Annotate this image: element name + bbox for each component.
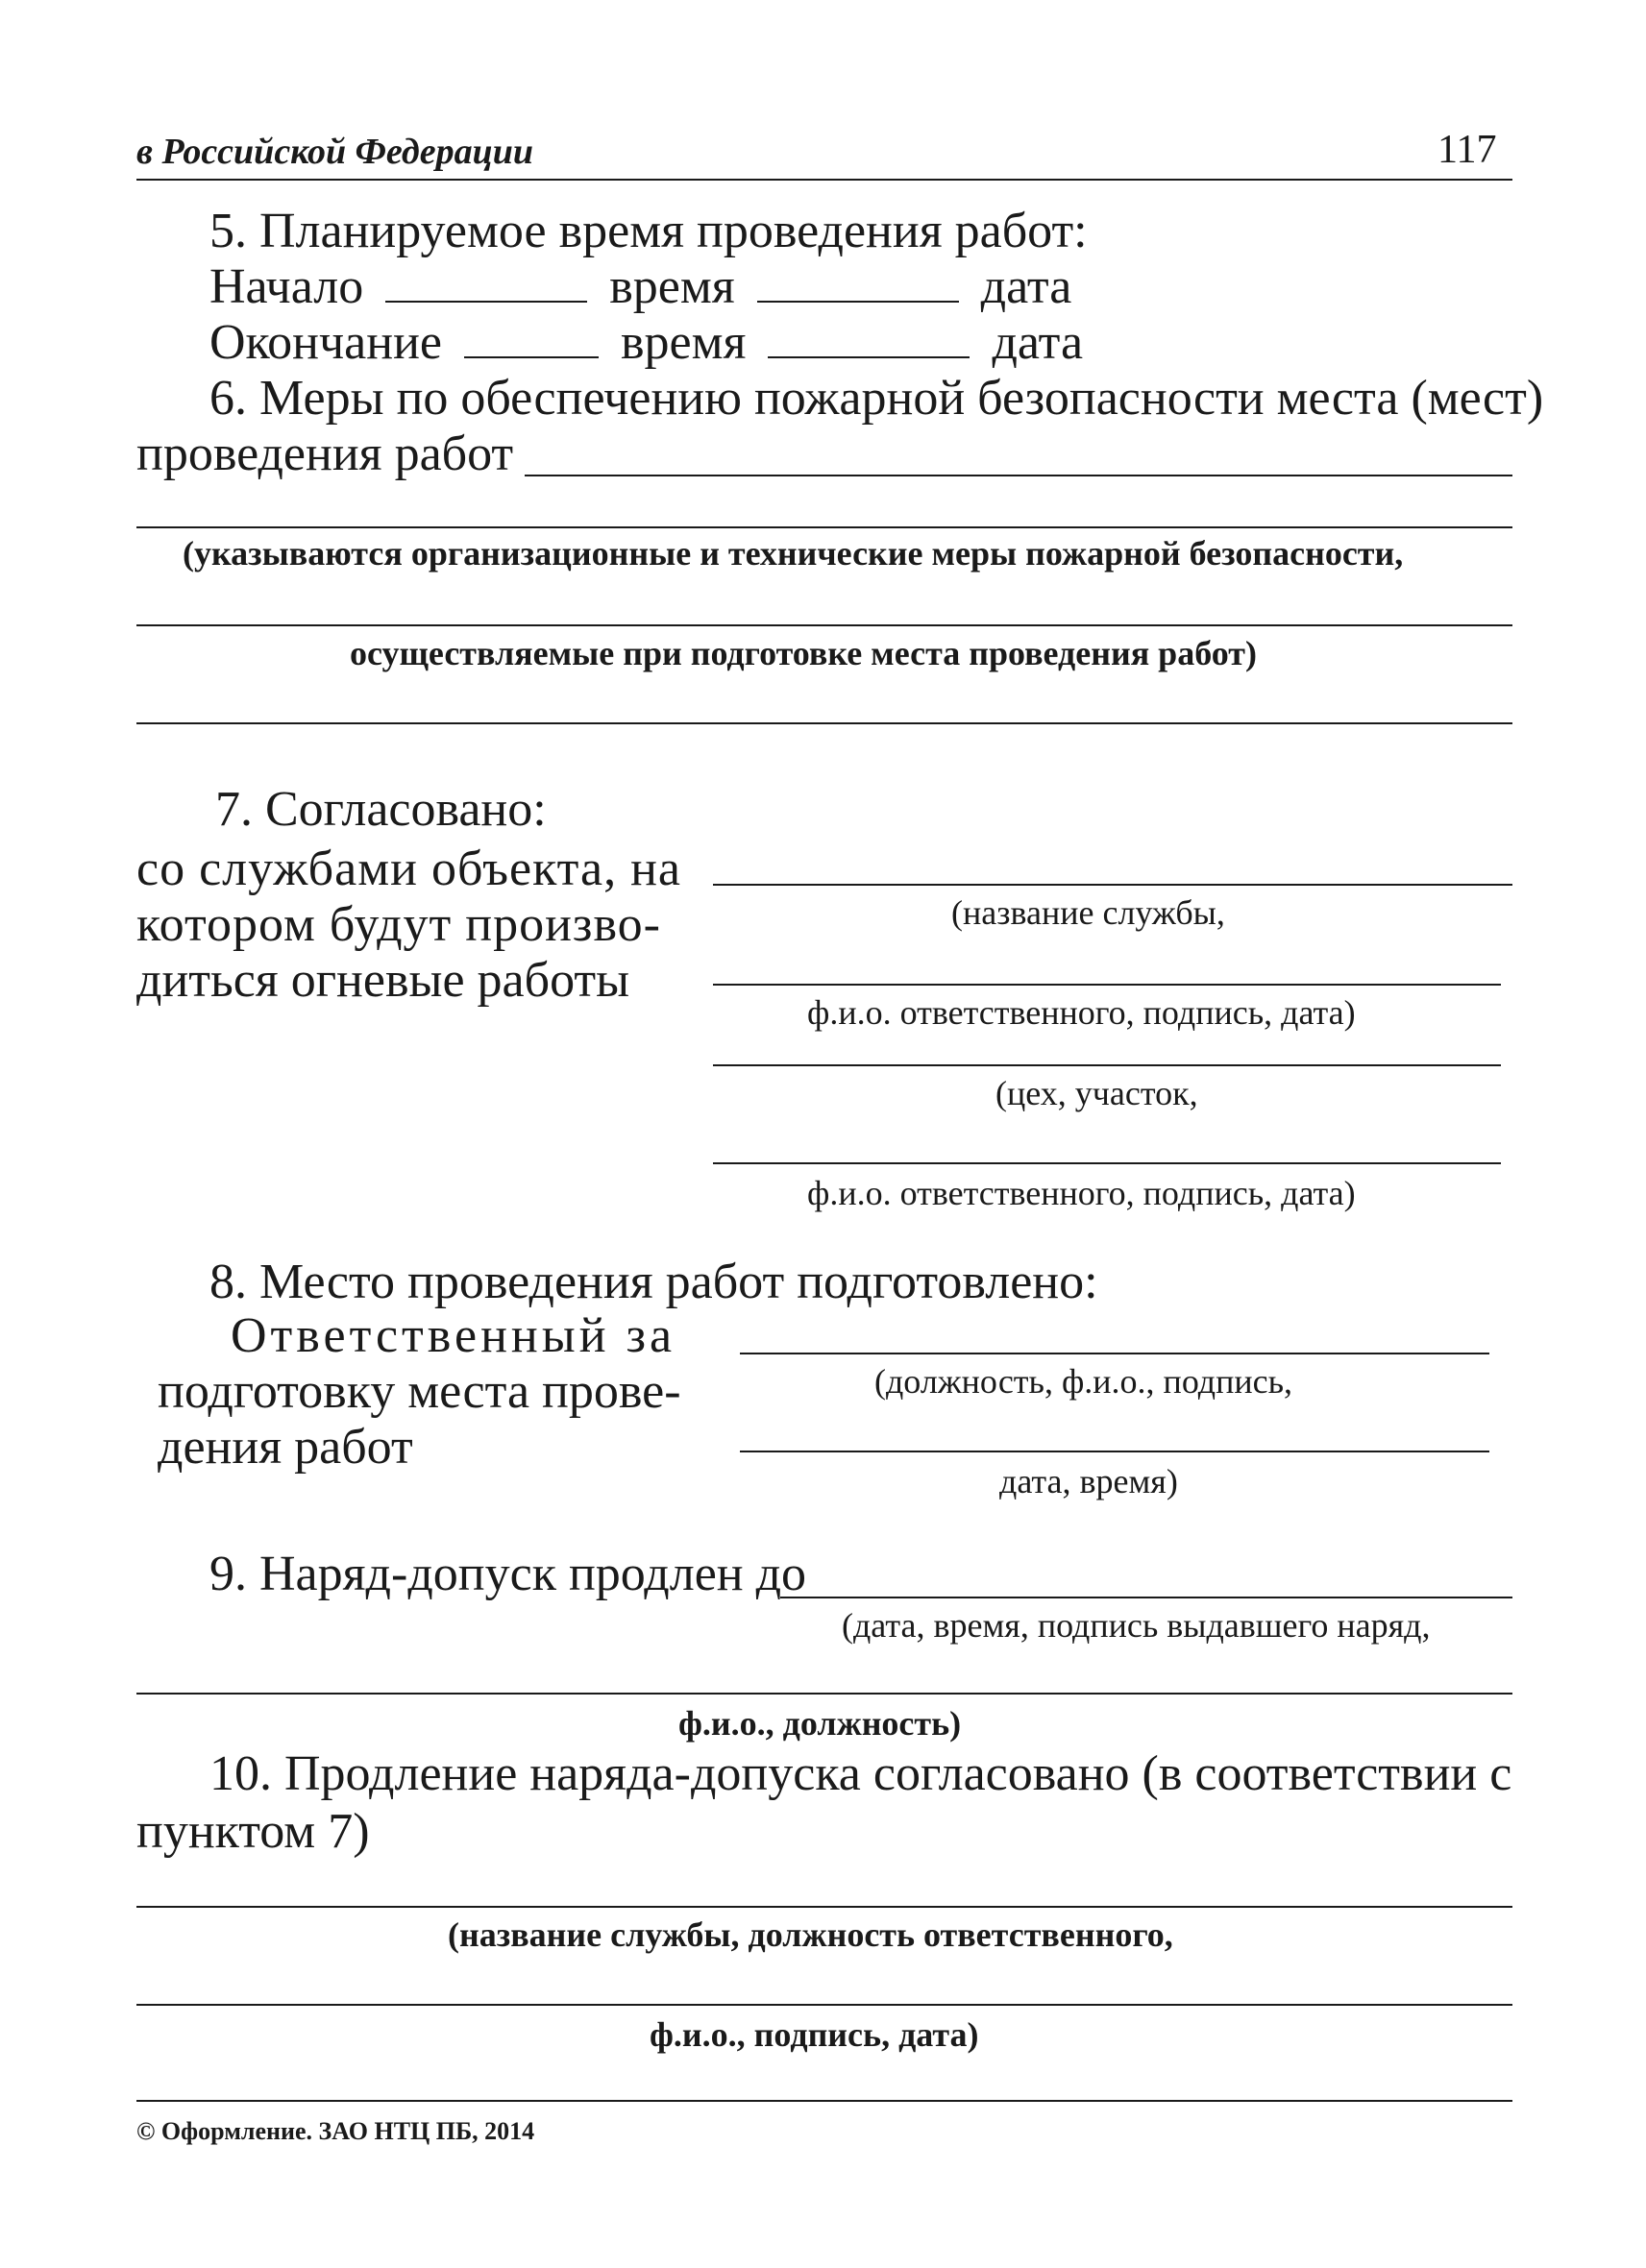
start-date-label: дата bbox=[980, 259, 1072, 314]
section-7-left2: котором будут произво- bbox=[136, 897, 661, 952]
section-7-note1: (название службы, bbox=[951, 893, 1225, 932]
section-7-left1: со службами объекта, на bbox=[136, 841, 681, 896]
fire-measures-field-1[interactable] bbox=[525, 475, 1512, 476]
section-10-line2: пунктом 7) bbox=[136, 1804, 370, 1859]
section-6-note2: осуществляемые при подготовке места проведения работ) bbox=[350, 634, 1257, 672]
section-5-end-row bbox=[209, 315, 1083, 371]
workshop-responsible-field[interactable] bbox=[713, 1162, 1501, 1164]
fire-measures-field-2[interactable] bbox=[136, 526, 1512, 528]
section-8-left1: Ответственный за bbox=[231, 1308, 676, 1363]
header-rule bbox=[136, 179, 1512, 181]
section-7-note2: ф.и.о. ответственного, подпись, дата) bbox=[807, 993, 1356, 1032]
extension-signer-field[interactable] bbox=[136, 1693, 1512, 1695]
section-9-note2: ф.и.о., должность) bbox=[678, 1704, 962, 1743]
section-8-note1: (должность, ф.и.о., подпись, bbox=[874, 1362, 1293, 1401]
end-date-field[interactable] bbox=[768, 318, 970, 358]
service-responsible-field[interactable] bbox=[713, 984, 1501, 986]
footer-copyright: © Оформление. ЗАО НТЦ ПБ, 2014 bbox=[136, 2117, 535, 2145]
start-label: Начало bbox=[209, 259, 364, 314]
extension-approval-field-1[interactable] bbox=[136, 1906, 1512, 1908]
end-time-field[interactable] bbox=[464, 318, 599, 358]
section-8-left3: дения работ bbox=[158, 1420, 413, 1475]
section-5-start-row bbox=[209, 259, 1071, 315]
section-9-note1: (дата, время, подпись выдавшего наряд, bbox=[842, 1606, 1431, 1645]
section-7-left3: диться огневые работы bbox=[136, 953, 630, 1008]
section-8-left2: подготовку места прове- bbox=[158, 1364, 681, 1419]
section-10-line1: 10. Продление наряда-допуска согласовано (в соответствии с bbox=[209, 1746, 1512, 1801]
start-date-field[interactable] bbox=[757, 262, 959, 303]
page-number: 117 bbox=[1437, 128, 1497, 172]
section-7-title: 7. Согласовано: bbox=[215, 782, 547, 837]
section-7-note4: ф.и.о. ответственного, подпись, дата) bbox=[807, 1174, 1356, 1212]
end-date-label: дата bbox=[992, 315, 1084, 370]
start-time-label: время bbox=[609, 259, 735, 314]
start-time-field[interactable] bbox=[385, 262, 587, 303]
extended-until-field[interactable] bbox=[780, 1597, 1512, 1598]
preparer-field-2[interactable] bbox=[740, 1451, 1489, 1452]
section-8-title: 8. Место проведения работ подготовлено: bbox=[209, 1255, 1098, 1309]
fire-measures-field-3[interactable] bbox=[136, 624, 1512, 626]
workshop-field[interactable] bbox=[713, 1064, 1501, 1066]
section-6-line1: 6. Меры по обеспечению пожарной безопасности места (мест) bbox=[209, 371, 1544, 426]
running-header: в Российской Федерации bbox=[136, 132, 533, 172]
section-8-note2: дата, время) bbox=[999, 1462, 1178, 1500]
section-5-title: 5. Планируемое время проведения работ: bbox=[209, 204, 1088, 258]
section-9-title: 9. Наряд-допуск продлен до bbox=[209, 1547, 807, 1601]
end-time-label: время bbox=[620, 315, 747, 370]
section-10-note2: ф.и.о., подпись, дата) bbox=[650, 2015, 979, 2054]
section-10-note1: (название службы, должность ответственного, bbox=[448, 1915, 1173, 1954]
extension-approval-field-3[interactable] bbox=[136, 2100, 1512, 2102]
extension-approval-field-2[interactable] bbox=[136, 2004, 1512, 2006]
section-7-note3: (цех, участок, bbox=[995, 1074, 1198, 1112]
preparer-field-1[interactable] bbox=[740, 1353, 1489, 1354]
section-6-line2: проведения работ bbox=[136, 427, 514, 481]
section-6-note1: (указываются организационные и технические меры пожарной безопасности, bbox=[183, 534, 1404, 573]
end-label: Окончание bbox=[209, 315, 442, 370]
service-name-field[interactable] bbox=[713, 884, 1512, 886]
fire-measures-field-4[interactable] bbox=[136, 722, 1512, 724]
